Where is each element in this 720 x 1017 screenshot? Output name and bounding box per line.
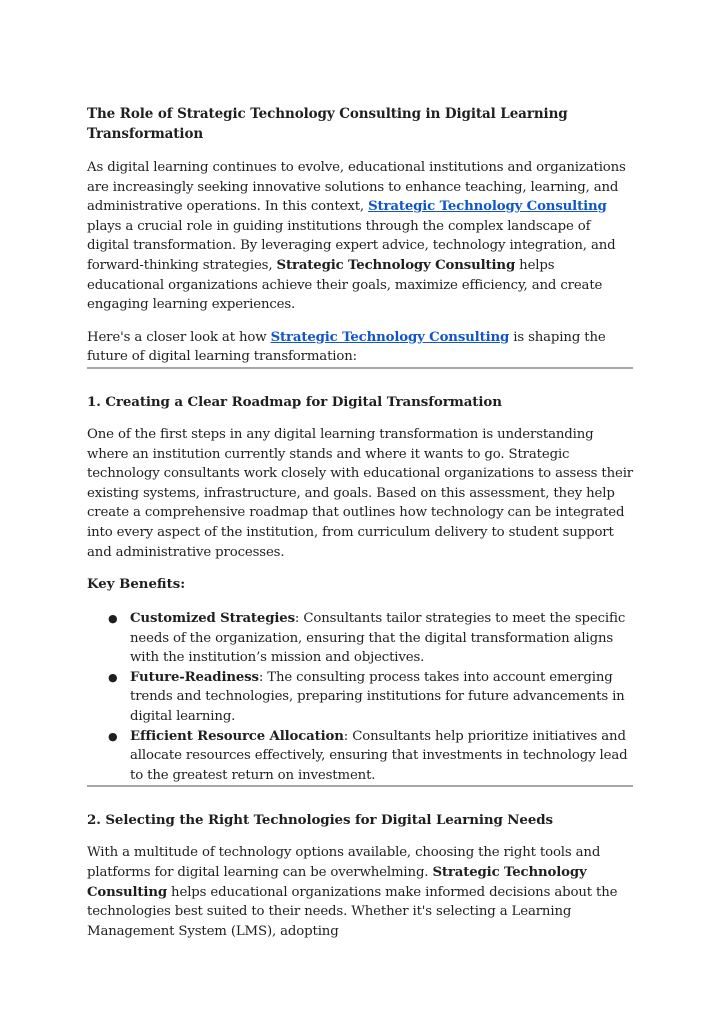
section-2-text-2: helps educational organizations make informed decisions about the technologies best suited to their needs. Whether it's selecting a Learning Management System (LMS), adopting — [87, 884, 618, 939]
intro2-text-2: is shaping the future of digital learning transformation: — [87, 329, 606, 365]
section-2-bold-term: Strategic Technology Consulting — [87, 865, 587, 900]
benefit-text: : Consultants tailor strategies to meet the specific needs of the organization, ensuring that the digital transformation aligns with the institution’s mission and objectives. — [130, 611, 626, 666]
document-title: The Role of Strategic Technology Consulting in Digital Learning Transformation — [87, 106, 568, 142]
bullet-icon: ● — [108, 729, 118, 743]
benefit-term: Future-Readiness — [130, 669, 259, 685]
section-divider — [87, 367, 633, 369]
list-item — [108, 609, 633, 668]
intro-text-3: helps educational organizations achieve their goals, maximize efficiency, and create engaging learning experiences. — [87, 257, 603, 313]
intro-text-2: plays a crucial role in guiding institutions through the complex landscape of digital transformation. By leveraging expert advice, technology integration, and forward-thinking strategies, — [87, 218, 616, 273]
intro2-text-1: Here's a closer look at how — [87, 329, 271, 345]
benefit-term: Efficient Resource Allocation — [130, 728, 344, 744]
section-divider — [87, 785, 633, 787]
section-1-heading: 1. Creating a Clear Roadmap for Digital Transformation — [87, 393, 502, 410]
benefit-text: : Consultants help prioritize initiatives and allocate resources effectively, ensuring that investments in technology lead to the greatest return on investment. — [130, 728, 628, 783]
key-benefits-label: Key Benefits: — [87, 577, 186, 593]
benefit-term: Customized Strategies — [130, 611, 295, 627]
bullet-icon: ● — [108, 670, 118, 684]
strategic-technology-consulting-link-2[interactable]: Strategic Technology Consulting — [270, 329, 510, 345]
intro-paragraph-2 — [87, 328, 633, 367]
strategic-technology-consulting-link[interactable]: Strategic Technology Consulting — [368, 199, 607, 215]
section-2-body — [87, 843, 633, 941]
benefit-text: : The consulting process takes into account emerging trends and technologies, preparing institutions for future advancements in digital learning. — [130, 669, 625, 725]
bullet-icon: ● — [108, 612, 118, 626]
list-item — [108, 727, 633, 786]
list-item — [108, 668, 633, 727]
intro-bold-term: Strategic Technology Consulting — [276, 257, 516, 273]
intro-text-1: As digital learning continues to evolve, educational institutions and organizations are increasingly seeking innovative solutions to enhance teaching, learning, and administrative operations. In this context, — [87, 160, 626, 215]
section-1-body: One of the first steps in any digital learning transformation is understanding where an institution currently stands and where it wants to go. Strategic technology consultants work closely with educational organizations to assess their existing systems, infrastructure, and goals. Based on this assessment, they help create a comprehensive roadmap that outlines how technology can be integrated into every aspect of the institution, from curriculum delivery to student support and administrative processes. — [87, 426, 634, 560]
intro-paragraph — [87, 158, 633, 315]
section-2-heading: 2. Selecting the Right Technologies for Digital Learning Needs — [87, 812, 553, 829]
key-benefits-list — [87, 609, 633, 785]
section-2-text-1: With a multitude of technology options available, choosing the right tools and platforms for digital learning can be overwhelming. — [87, 845, 601, 881]
